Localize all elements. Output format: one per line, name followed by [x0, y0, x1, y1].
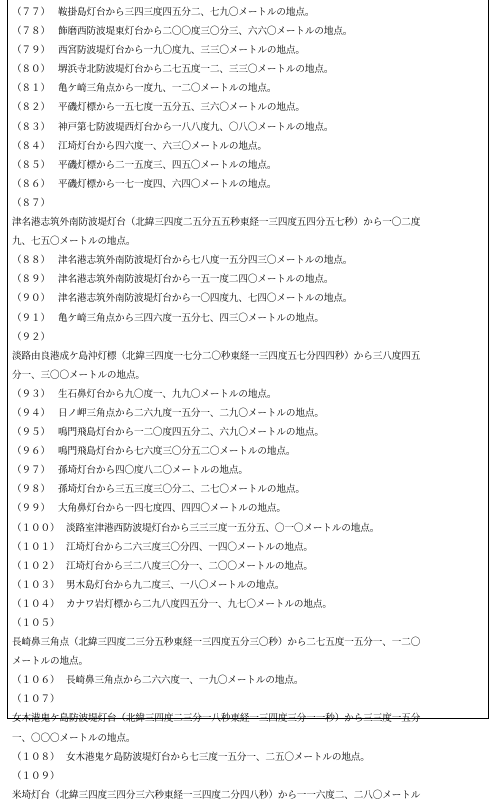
item-text: 長崎鼻三角点（北緯三四度二三分五秒東経一三四度五分三〇秒）から二七五度一五分一、一二〇 — [12, 637, 421, 649]
continuation-line — [12, 729, 486, 748]
item-text: 津名港志筑外南防波堤灯台から一〇四度九、七四〇メートルの地点。 — [58, 293, 353, 305]
list-item — [12, 175, 486, 194]
item-text: 津名港志筑外南防波堤灯台（北緯三四度二五分五五秒東経一三四度五四分五七秒）から一〇二度 — [12, 217, 421, 229]
item-text: 西宮防波堤灯台から一九〇度九、三三〇メートルの地点。 — [58, 45, 305, 57]
item-number: （１０２） — [12, 560, 60, 572]
item-number: （１０７） — [12, 694, 60, 706]
list-item — [12, 442, 486, 461]
item-number: （７９） — [12, 45, 50, 57]
item-number: （８１） — [12, 83, 50, 95]
list-item — [12, 251, 486, 270]
item-text: 亀ケ崎三角点から一度九、一二〇メートルの地点。 — [58, 83, 277, 95]
item-number: （１０６） — [12, 675, 60, 687]
document-body — [12, 3, 486, 805]
list-item — [12, 576, 486, 595]
item-text: 生石鼻灯台から九〇度一、九九〇メートルの地点。 — [58, 388, 277, 400]
item-text: 米埼灯台（北緯三四度三四分三六秒東経一三四度二分四八秒）から一一六度二、二八〇メートル — [12, 789, 421, 801]
document-page — [7, 0, 489, 801]
item-number: （７７） — [12, 7, 50, 18]
list-item — [12, 309, 486, 328]
item-number: （９６） — [12, 446, 50, 458]
continuation-line — [12, 347, 486, 366]
list-item — [12, 748, 486, 767]
item-number: （１０５） — [12, 618, 60, 629]
list-item — [12, 690, 486, 709]
list-item — [12, 480, 486, 499]
item-number: （９１） — [12, 312, 50, 324]
item-text: 鳴門飛島灯台から一二〇度四五分二、六九〇メートルの地点。 — [58, 427, 324, 439]
item-text: 長崎鼻三角点から二六六度一、一九〇メートルの地点。 — [66, 675, 304, 687]
item-text: 淡路由良港成ケ島沖灯標（北緯三四度一七分二〇秒東経一三四度五七分四四秒）から三八度四五 — [12, 350, 421, 362]
continuation-line — [12, 633, 486, 652]
item-text: 大角鼻灯台から一四七度四、四四〇メートルの地点。 — [58, 503, 286, 515]
item-text: 孫埼灯台から三五三度三〇分二、二七〇メートルの地点。 — [58, 484, 305, 496]
list-item — [12, 385, 486, 404]
item-number: （８７） — [12, 197, 50, 209]
list-item — [12, 767, 486, 786]
item-number: （８４） — [12, 140, 50, 152]
list-item — [12, 671, 486, 690]
item-text: 堺浜寺北防波堤灯台から二七五度一二、三三〇メートルの地点。 — [58, 64, 334, 76]
item-text: 鞍掛島灯台から三四三度四五分二、七九〇メートルの地点。 — [58, 7, 315, 18]
item-text: 津名港志筑外南防波堤灯台から七八度一五分四三〇メートルの地点。 — [58, 255, 353, 267]
list-item — [12, 41, 486, 60]
list-item — [12, 614, 486, 633]
list-item — [12, 499, 486, 518]
item-text: 神戸第七防波堤西灯台から一八八度九、〇八〇メートルの地点。 — [58, 121, 334, 133]
list-item — [12, 461, 486, 480]
item-number: （９７） — [12, 465, 50, 477]
item-text: 淡路室津港西防波堤灯台から三三三度一五分五、〇一〇メートルの地点。 — [66, 522, 380, 534]
item-number: （１０８） — [12, 751, 60, 763]
list-item — [12, 538, 486, 557]
item-text: 江埼灯台から四六度一、六三〇メートルの地点。 — [58, 140, 267, 152]
item-text: 津名港志筑外南防波堤灯台から一五一度二四〇メートルの地点。 — [58, 274, 334, 286]
continuation-line — [12, 366, 486, 385]
item-text: 九、七五〇メートルの地点。 — [12, 236, 136, 248]
item-text: 平磯灯標から一七一度四、六四〇メートルの地点。 — [58, 178, 277, 190]
item-number: （８９） — [12, 274, 50, 286]
item-text: 一、〇〇〇メートルの地点。 — [12, 732, 136, 744]
item-text: メートルの地点。 — [12, 656, 88, 668]
continuation-line — [12, 652, 486, 671]
item-text: 孫埼灯台から四〇度八二〇メートルの地点。 — [58, 465, 248, 477]
item-text: 平磯灯標から一五七度一五分五、三六〇メートルの地点。 — [58, 102, 305, 114]
list-item — [12, 519, 486, 538]
item-text: カナワ岩灯標から二九八度四五分一、九七〇メートルの地点。 — [66, 598, 332, 610]
list-item — [12, 60, 486, 79]
continuation-line — [12, 213, 486, 232]
list-item — [12, 118, 486, 137]
list-item — [12, 137, 486, 156]
list-item — [12, 194, 486, 213]
item-number: （１０３） — [12, 579, 60, 591]
list-item — [12, 22, 486, 41]
item-text: 分一、三〇〇メートルの地点。 — [12, 369, 145, 381]
item-text: 女木港鬼ケ島防波堤灯台から七三度一五分一、二五〇メートルの地点。 — [66, 751, 370, 763]
item-number: （８６） — [12, 178, 50, 190]
item-number: （９２） — [12, 331, 50, 343]
item-text: 鳴門飛島灯台から七六度三〇分五二〇メートルの地点。 — [58, 446, 296, 458]
item-number: （９３） — [12, 388, 50, 400]
item-number: （８５） — [12, 159, 50, 171]
item-number: （９４） — [12, 407, 50, 419]
item-number: （１０１） — [12, 541, 60, 553]
item-number: （８３） — [12, 121, 50, 133]
item-number: （９０） — [12, 293, 50, 305]
item-text: 江埼灯台から三二八度三〇分一、二〇〇メートルの地点。 — [66, 560, 313, 572]
list-item — [12, 3, 486, 22]
item-text: 平磯灯標から二一五度三、四五〇メートルの地点。 — [58, 159, 277, 171]
item-text: 男木島灯台から九二度三、一八〇メートルの地点。 — [66, 579, 285, 591]
item-text: 亀ケ崎三角点から三四六度一五分七、四三〇メートルの地点。 — [58, 312, 324, 324]
item-number: （１００） — [12, 522, 60, 534]
item-number: （１０９） — [12, 770, 60, 782]
list-item — [12, 404, 486, 423]
list-item — [12, 557, 486, 576]
item-number: （９９） — [12, 503, 50, 515]
item-text: 日ノ岬三角点から二六九度一五分一、二九〇メートルの地点。 — [58, 407, 324, 419]
item-number: （７８） — [12, 26, 50, 38]
item-number: （８０） — [12, 64, 50, 76]
item-text: 飾磨西防波堤東灯台から二〇〇度三〇分三、六六〇メートルの地点。 — [58, 26, 353, 38]
item-number: （９５） — [12, 427, 50, 439]
continuation-line — [12, 709, 486, 728]
item-number: （９８） — [12, 484, 50, 496]
list-item — [12, 156, 486, 175]
item-number: （１０４） — [12, 598, 60, 610]
item-text: 江埼灯台から二六三度三〇分四、一四〇メートルの地点。 — [66, 541, 313, 553]
continuation-line — [12, 232, 486, 251]
list-item — [12, 79, 486, 98]
item-number: （８８） — [12, 255, 50, 267]
list-item — [12, 423, 486, 442]
continuation-line — [12, 786, 486, 805]
item-number: （８２） — [12, 102, 50, 114]
list-item — [12, 595, 486, 614]
list-item — [12, 328, 486, 347]
item-text: 女木港鬼ケ島防波堤灯台（北緯三四度二三分一八秒東経一三四度三分一一秒）から三三度一五分 — [12, 713, 421, 725]
list-item — [12, 289, 486, 308]
list-item — [12, 98, 486, 117]
list-item — [12, 270, 486, 289]
